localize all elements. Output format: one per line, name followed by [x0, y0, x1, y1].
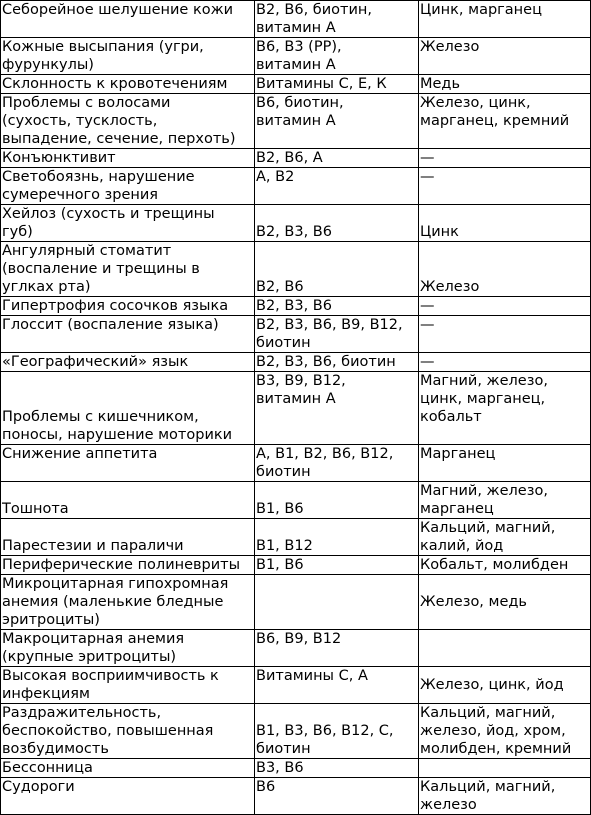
vitamins-cell: B2, B3, B6 — [255, 297, 419, 316]
symptom-cell: Судороги — [1, 778, 255, 815]
minerals-cell: Магний, железо, цинк, марганец, кобальт — [419, 372, 591, 445]
table-row — [1, 353, 591, 372]
table-row — [1, 556, 591, 575]
vitamins-cell: A, B1, B2, B6, B12, биотин — [255, 445, 419, 482]
table-row — [1, 168, 591, 205]
table-row — [1, 630, 591, 667]
vitamins-cell: B6, B9, B12 — [255, 630, 419, 667]
vitamins-cell: B6 — [255, 778, 419, 815]
table-row — [1, 242, 591, 297]
minerals-cell: Кобальт, молибден — [419, 556, 591, 575]
minerals-cell: Железо, медь — [419, 575, 591, 630]
minerals-cell: Медь — [419, 75, 591, 94]
symptom-cell: Проблемы с волосами (сухость, тусклость, выпадение, сечение, перхоть) — [1, 94, 255, 149]
minerals-cell: Магний, железо, марганец — [419, 482, 591, 519]
vitamins-cell: Витамины С, Е, К — [255, 75, 419, 94]
table-row — [1, 445, 591, 482]
minerals-cell: Кальций, магний, калий, йод — [419, 519, 591, 556]
table-row — [1, 575, 591, 630]
symptom-cell: Макроцитарная анемия (крупные эритроциты) — [1, 630, 255, 667]
minerals-cell — [419, 630, 591, 667]
symptom-cell: «Географический» язык — [1, 353, 255, 372]
table-row — [1, 372, 591, 445]
vitamins-cell: B1, B6 — [255, 482, 419, 519]
vitamins-cell: B2, B3, B6, B9, B12, биотин — [255, 316, 419, 353]
symptom-cell: Ангулярный стоматит (воспаление и трещины в углках рта) — [1, 242, 255, 297]
symptom-cell: Кожные высыпания (угри, фурункулы) — [1, 38, 255, 75]
vitamins-cell: B6, B3 (PP), витамин А — [255, 38, 419, 75]
vitamins-cell: B1, B12 — [255, 519, 419, 556]
table-row — [1, 759, 591, 778]
symptom-cell: Склонность к кровотечениям — [1, 75, 255, 94]
minerals-cell: Железо, цинк, марганец, кремний — [419, 94, 591, 149]
symptom-cell: Парестезии и параличи — [1, 519, 255, 556]
table-row — [1, 704, 591, 759]
minerals-cell: Кальций, магний, железо, йод, хром, молибден, кремний — [419, 704, 591, 759]
vitamins-cell: B1, B6 — [255, 556, 419, 575]
table-row — [1, 94, 591, 149]
vitamins-cell: B3, B9, B12, витамин А — [255, 372, 419, 445]
minerals-cell: — — [419, 168, 591, 205]
minerals-cell: — — [419, 149, 591, 168]
vitamins-cell: B6, биотин, витамин А — [255, 94, 419, 149]
minerals-cell: Кальций, магний, железо — [419, 778, 591, 815]
vitamins-cell: B2, B3, B6 — [255, 205, 419, 242]
symptom-cell: Глоссит (воспаление языка) — [1, 316, 255, 353]
symptom-cell: Бессонница — [1, 759, 255, 778]
minerals-cell: Марганец — [419, 445, 591, 482]
table-row — [1, 667, 591, 704]
table-row — [1, 297, 591, 316]
table-row — [1, 482, 591, 519]
symptom-cell: Микроцитарная гипохромная анемия (маленькие бледные эритроциты) — [1, 575, 255, 630]
vitamins-cell: B2, B3, B6, биотин — [255, 353, 419, 372]
symptom-cell: Тошнота — [1, 482, 255, 519]
symptom-cell: Периферические полиневриты — [1, 556, 255, 575]
table-row — [1, 519, 591, 556]
vitamins-cell: Витамины С, А — [255, 667, 419, 704]
table-row — [1, 1, 591, 38]
table-row — [1, 75, 591, 94]
symptom-cell: Раздражительность, беспокойство, повышенная возбудимость — [1, 704, 255, 759]
symptom-cell: Светобоязнь, нарушение сумеречного зрения — [1, 168, 255, 205]
vitamins-cell: A, B2 — [255, 168, 419, 205]
symptom-cell: Себорейное шелушение кожи — [1, 1, 255, 38]
vitamins-cell: B1, B3, B6, B12, C, биотин — [255, 704, 419, 759]
minerals-cell: Железо — [419, 242, 591, 297]
vitamins-cell: B2, B6 — [255, 242, 419, 297]
symptom-cell: Конъюнктивит — [1, 149, 255, 168]
vitamins-cell: B2, B6, биотин, витамин А — [255, 1, 419, 38]
symptom-cell: Гипертрофия сосочков языка — [1, 297, 255, 316]
minerals-cell: — — [419, 297, 591, 316]
table-row — [1, 205, 591, 242]
minerals-cell: Цинк, марганец — [419, 1, 591, 38]
symptom-cell: Хейлоз (сухость и трещины губ) — [1, 205, 255, 242]
vitamins-cell — [255, 575, 419, 630]
table-row — [1, 38, 591, 75]
minerals-cell — [419, 759, 591, 778]
table-row — [1, 316, 591, 353]
table-row — [1, 778, 591, 815]
table-row — [1, 149, 591, 168]
symptom-cell: Высокая восприимчивость к инфекциям — [1, 667, 255, 704]
symptom-cell: Снижение аппетита — [1, 445, 255, 482]
minerals-cell: — — [419, 316, 591, 353]
vitamins-cell: B3, B6 — [255, 759, 419, 778]
minerals-cell: Железо, цинк, йод — [419, 667, 591, 704]
minerals-cell: — — [419, 353, 591, 372]
symptom-cell: Проблемы с кишечником, поносы, нарушение моторики — [1, 372, 255, 445]
minerals-cell: Железо — [419, 38, 591, 75]
vitamins-cell: B2, B6, A — [255, 149, 419, 168]
minerals-cell: Цинк — [419, 205, 591, 242]
